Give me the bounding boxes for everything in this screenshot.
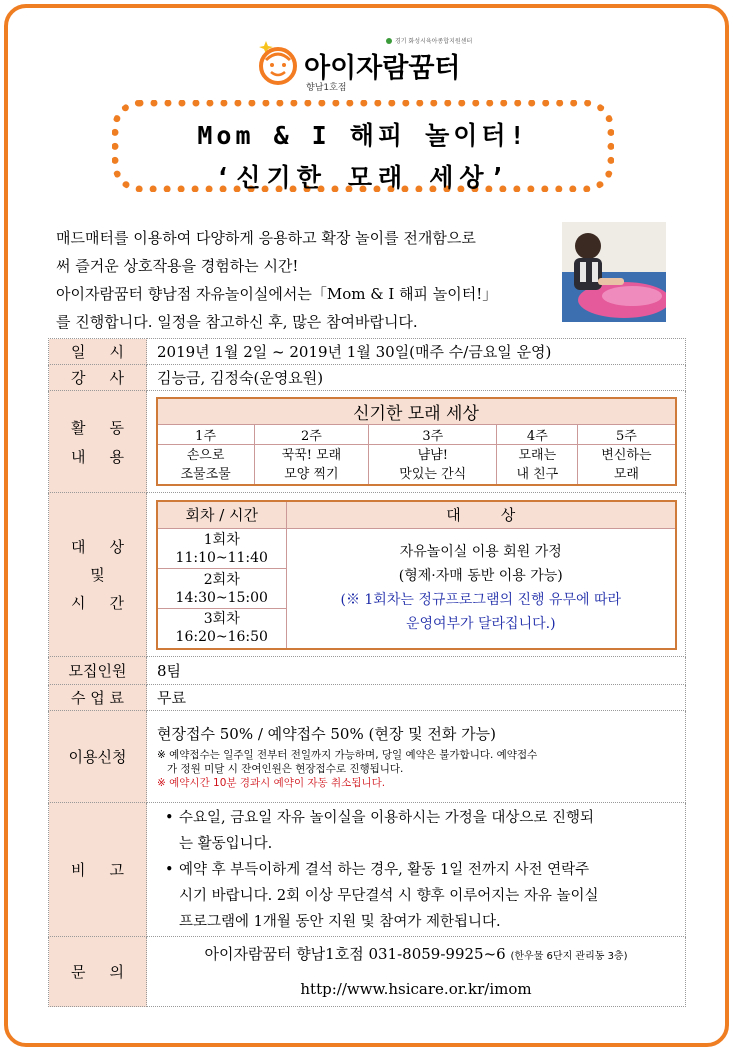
activity-content: 냠냠! 맛있는 간식 [369,445,497,485]
intro-text [56,224,566,336]
apply-label: 이용신청 [49,711,147,803]
fee-value: 무료 [147,685,686,711]
week-label: 5주 [578,425,676,445]
time-slot: 2회차 14:30~15:00 [157,569,287,609]
schedule-row [49,493,686,657]
activity-header: 신기한 모래 세상 [157,398,676,425]
remark-list [147,805,685,935]
info-table [48,338,686,1007]
fee-label: 업 [90,689,105,707]
org-name: 경기 화성시육아종합지원센터 [395,38,473,45]
contact-label: 의 [109,963,124,981]
date-label: 시 [109,343,124,361]
title-box [112,100,614,192]
schedule-label: 시 [71,593,86,612]
target-column-header: 대 상 [287,501,676,529]
week-label: 4주 [497,425,578,445]
contact-label: 문 [71,963,86,981]
smiling-face-icon [254,40,300,86]
activity-table [156,397,677,486]
teacher-label: 강 [71,369,86,387]
brand-branch: 향남1호점 [306,83,347,93]
activity-content: 모래는 내 친구 [497,445,578,485]
activity-label: 내 [71,447,86,466]
org-dot-icon [386,38,392,44]
brand-name: 아이자람꿈터 [304,53,461,84]
target-description: 자유놀이실 이용 회원 가정 (형제·자매 동반 이용 가능) (※ 1회차는 정규프로그램의 진행 유무에 따라 운영여부가 달라집니다.) [287,529,676,649]
brand-logo [250,30,500,96]
recruit-value: 8팀 [147,657,686,685]
remark-item: • 예약 후 부득이하게 결석 하는 경우, 활동 1일 전까지 사전 연락주 시기 바랍니다. 2회 이상 무단결석 시 향후 이루어지는 자유 놀이실 프로그램에 1개월 동안 지원 및 참여가 제한됩니다. [165,857,685,935]
activity-label: 활 [71,418,86,437]
fee-label: 료 [109,689,124,707]
activity-row [49,391,686,493]
teacher-label: 사 [109,369,124,387]
date-label: 일 [71,343,86,361]
contact-phone: 아이자람꿈터 향남1호점 031-8059-9925~6 [204,945,506,963]
date-row [49,339,686,365]
apply-note: ※ 예약접수는 일주일 전부터 전일까지 가능하며, 당일 예약은 불가합니다. 예약접수 [157,749,538,761]
remark-item: • 수요일, 금요일 자유 놀이실을 이용하시는 가정을 대상으로 진행되 는 활동입니다. [165,805,685,857]
schedule-label: 상 [109,537,124,556]
apply-row [49,711,686,803]
activity-label: 용 [109,447,124,466]
date-value: 2019년 1월 2일 ~ 2019년 1월 30일(매주 수/금요일 운영) [147,339,686,365]
schedule-table [156,500,677,650]
page-subtitle: ‘신기한 모래 세상’ [215,163,511,192]
week-label: 3주 [369,425,497,445]
intro-line: 써 즐거운 상호작용을 경험하는 시간! [56,257,299,275]
slot-column-header: 회차 / 시간 [157,501,287,529]
contact-url[interactable]: http://www.hsicare.or.kr/imom [300,980,532,998]
apply-cancel-note: ※ 예약시간 10분 경과시 예약이 자동 취소됩니다. [157,777,386,789]
week-label: 1주 [157,425,255,445]
activity-content: 손으로 조물조물 [157,445,255,485]
contact-address: (한우물 6단지 관리동 3층) [510,951,628,962]
intro-line: 아이자람꿈터 향남점 자유놀이실에서는「Mom & I 해피 놀이터!」 [56,285,498,303]
intro-line: 를 진행합니다. 일정을 참고하신 후, 많은 참여바랍니다. [56,313,418,331]
remark-row [49,803,686,937]
apply-main: 현장접수 50% / 예약접수 50% (현장 및 전화 가능) [157,725,496,743]
remark-label: 고 [109,861,124,879]
schedule-label: 대 [71,537,86,556]
activity-content: 꾹꾹! 모래 모양 찍기 [254,445,368,485]
teacher-value: 김능금, 김정숙(운영요원) [147,365,686,391]
teacher-row [49,365,686,391]
apply-note: 가 정원 미달 시 잔여인원은 현장접수로 진행됩니다. [167,763,404,775]
child-playing-sand-photo [562,222,666,322]
fee-row [49,685,686,711]
fee-label: 수 [71,689,86,707]
week-label: 2주 [254,425,368,445]
page-title: Mom & I 해피 놀이터! [197,121,529,150]
intro-line: 매드매터를 이용하여 다양하게 응용하고 확장 놀이를 전개함으로 [56,229,476,247]
schedule-label: 간 [109,593,124,612]
activity-content: 변신하는 모래 [578,445,676,485]
contact-row [49,937,686,1007]
recruit-label: 모집인원 [49,657,147,685]
time-slot: 1회차 11:10~11:40 [157,529,287,569]
time-slot: 3회차 16:20~16:50 [157,609,287,649]
remark-label: 비 [71,861,86,879]
recruit-row [49,657,686,685]
activity-label: 동 [109,418,124,437]
schedule-label: 및 [90,565,105,584]
